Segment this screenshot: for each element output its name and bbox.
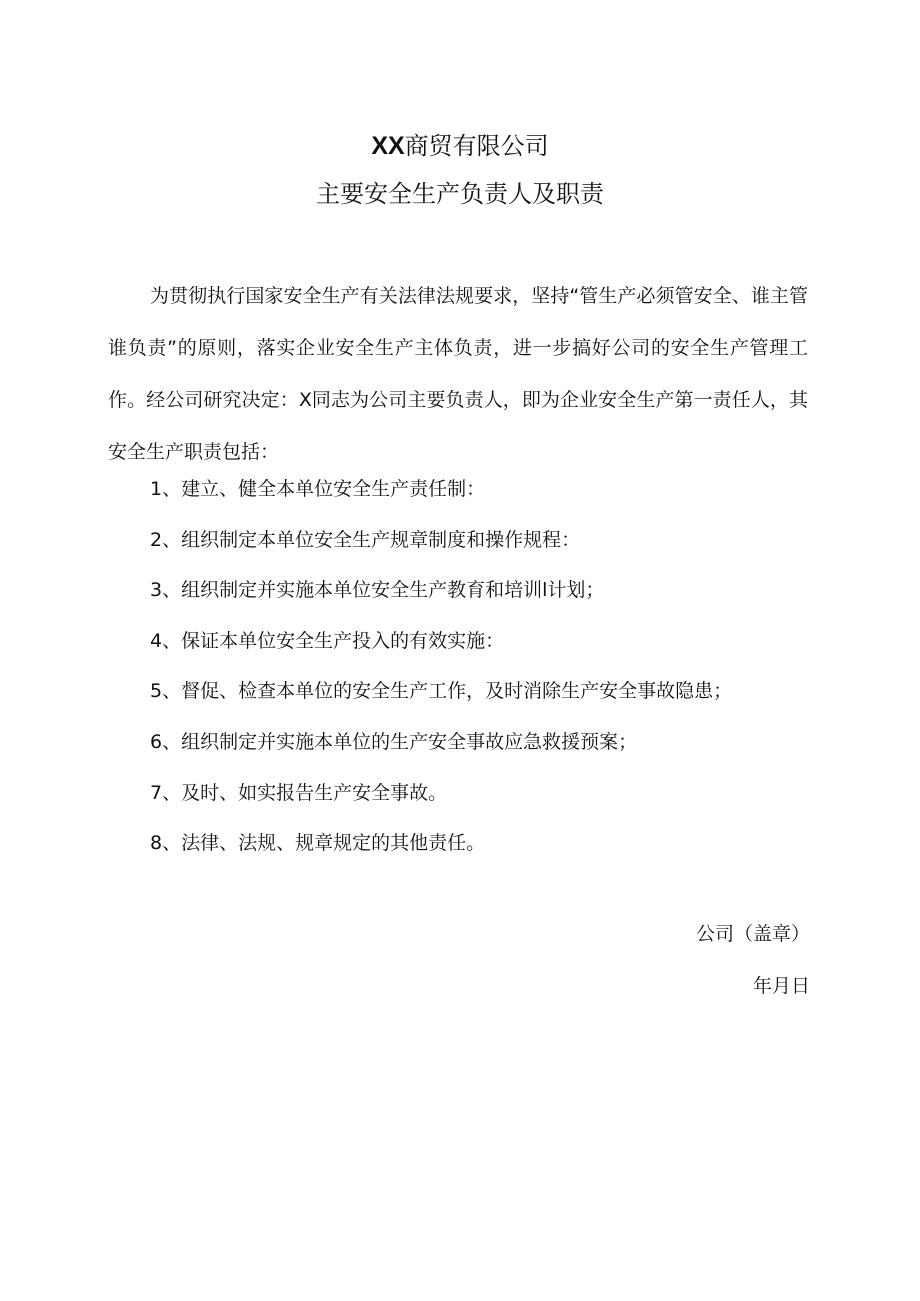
date-line: 年月日 (752, 975, 810, 997)
duty-item: 4、保证本单位安全生产投入的有效实施： (150, 629, 505, 652)
company-name-prefix: XX (371, 132, 405, 160)
company-name-rest: 商贸有限公司 (404, 132, 549, 160)
company-seal-line: 公司（盖章） (695, 923, 810, 945)
title-block (0, 128, 920, 214)
duty-item: 6、组织制定并实施本单位的生产安全事故应急救援预案； (150, 730, 638, 753)
duty-item: 1、建立、健全本单位安全生产责任制： (150, 478, 486, 500)
intro-paragraph: 为贯彻执行国家安全生产有关法律法规要求，坚持“管生产必须管安全、谁主管谁负责”的原则，落实企业安全生产主体负责，进一步搞好公司的安全生产管理工作。经公司研究决定：X同志为公司主要负责人，即为企业安全生产第一责任人，其安全生产职责包括： (108, 285, 808, 463)
duty-item: 5、督促、检查本单位的安全生产工作，及时消除生产安全事故隐患； (150, 680, 733, 703)
duties-list (150, 464, 810, 869)
duty-item: 3、组织制定并实施本单位安全生产教育和培训l计划； (150, 579, 605, 602)
company-name (0, 128, 920, 164)
duty-item: 2、组织制定本单位安全生产规章制度和操作规程： (150, 528, 581, 551)
duty-item: 7、及时、如实报告生产安全事故。 (150, 781, 448, 804)
duty-item: 8、法律、法规、规章规定的其他责任。 (150, 832, 486, 855)
signature-block (696, 908, 810, 1012)
document-title: 主要安全生产负责人及职责 (316, 180, 604, 208)
